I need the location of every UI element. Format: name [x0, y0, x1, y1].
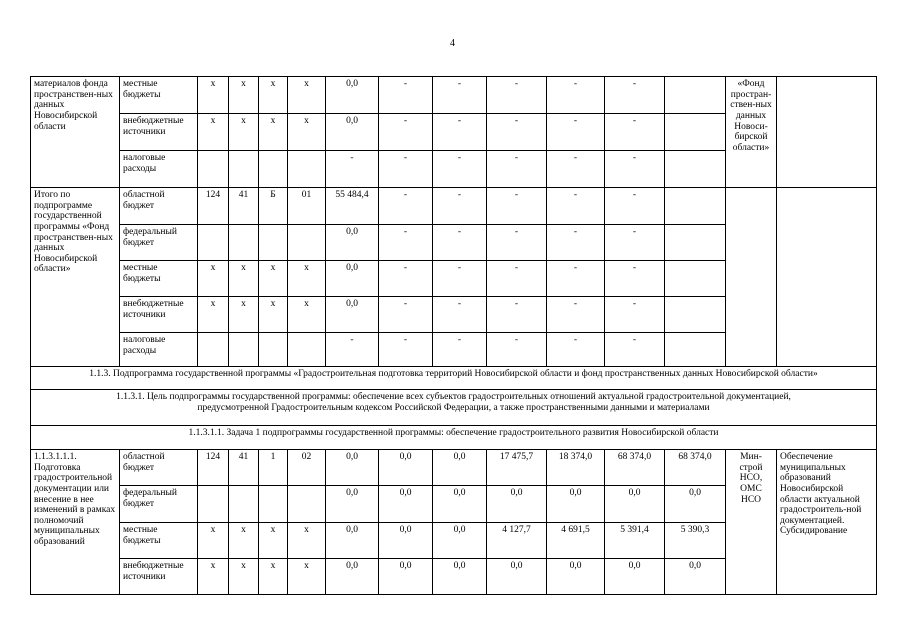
funding-source-cell: налоговые расходы [120, 333, 198, 367]
page-number: 4 [450, 38, 455, 49]
funding-source-cell: местные бюджеты [120, 523, 198, 559]
subprogram-heading: 1.1.3. Подпрограмма государственной программы «Градостроительная подготовка территорий Новосибирской области и фонд пространственных данных Новосибирской области» [31, 367, 877, 390]
funding-source-cell: местные бюджеты [120, 261, 198, 297]
table-row: материалов фонда пространствен-ных данных Новосибирской области местные бюджеты х х х х 0,0 - - - - - «Фонд простран-ствен-ных данных Новоси-бирской области» [31, 77, 877, 114]
funding-source-cell: федеральный бюджет [120, 486, 198, 523]
funding-source-cell: федеральный бюджет [120, 225, 198, 261]
funding-source-cell: областной бюджет [120, 450, 198, 486]
task-heading: 1.1.3.1.1. Задача 1 подпрограммы государственной программы: обеспечение градостроительного развития Новосибирской области [31, 426, 877, 450]
table-row: налоговые расходы - - - - - - [31, 333, 877, 367]
table-row [31, 426, 877, 450]
funding-source-cell: областной бюджет [120, 188, 198, 225]
funding-source-cell: внебюджетные источники [120, 114, 198, 151]
table-row: местные бюджеты х х х х 0,0 - - - - - [31, 261, 877, 297]
table-row: федеральный бюджет 0,0 - - - - - [31, 225, 877, 261]
executor-cell: Мин-строй НСО, ОМС НСО [726, 450, 777, 595]
funding-source-cell: местные бюджеты [120, 77, 198, 114]
table-row [31, 390, 877, 426]
funding-source-cell: внебюджетные источники [120, 559, 198, 595]
table-row [31, 367, 877, 390]
table-row: 1.1.3.1.1.1. Подготовка градостроительной документации или внесение в нее изменений в рамках полномочий муниципальных образований областной бюджет 124 41 1 02 0,0 0,0 0,0 17 475,7 18 374,0 68 374,0 68 374,0 Мин-строй НСО, ОМС НСО Обеспечение муниципальных образований Новосибирской области актуальной градостроитель-ной документацией. Субсидирование [31, 450, 877, 486]
funding-source-cell: внебюджетные источники [120, 297, 198, 333]
table-row: местные бюджеты х х х х 0,0 0,0 0,0 4 127,7 4 691,5 5 391,4 5 390,3 [31, 523, 877, 559]
table-row: налоговые расходы - - - - - - [31, 151, 877, 188]
table-row: Итого по подпрограмме государственной программы «Фонд пространствен-ных данных Новосибирской области» областной бюджет 124 41 Б 01 55 484,4 - - - - - [31, 188, 877, 225]
table-row: внебюджетные источники х х х х 0,0 0,0 0,0 0,0 0,0 0,0 0,0 [31, 559, 877, 595]
funding-source-cell: налоговые расходы [120, 151, 198, 188]
goal-heading: 1.1.3.1. Цель подпрограммы государственной программы: обеспечение всех субъектов градостроительных отношений актуальной градостроительной документацией, предусмотренной Градостроительным кодексом Российской Федерации, а также пространственными данными и материалами [31, 390, 877, 426]
measure-name-cell: Итого по подпрограмме государственной программы «Фонд пространствен-ных данных Новосибирской области» [31, 188, 120, 367]
table-row: внебюджетные источники х х х х 0,0 - - - - - [31, 114, 877, 151]
measure-name-cell: 1.1.3.1.1.1. Подготовка градостроительной документации или внесение в нее изменений в рамках полномочий муниципальных образований [31, 450, 120, 595]
budget-table [30, 76, 877, 595]
executor-cell: «Фонд простран-ствен-ных данных Новоси-бирской области» [726, 77, 777, 188]
table-row: внебюджетные источники х х х х 0,0 - - - - - [31, 297, 877, 333]
measure-name-cell: материалов фонда пространствен-ных данных Новосибирской области [31, 77, 120, 188]
table-row: федеральный бюджет 0,0 0,0 0,0 0,0 0,0 0,0 0,0 [31, 486, 877, 523]
expected-result-cell: Обеспечение муниципальных образований Новосибирской области актуальной градостроитель-ной документацией. Субсидирование [777, 450, 877, 595]
